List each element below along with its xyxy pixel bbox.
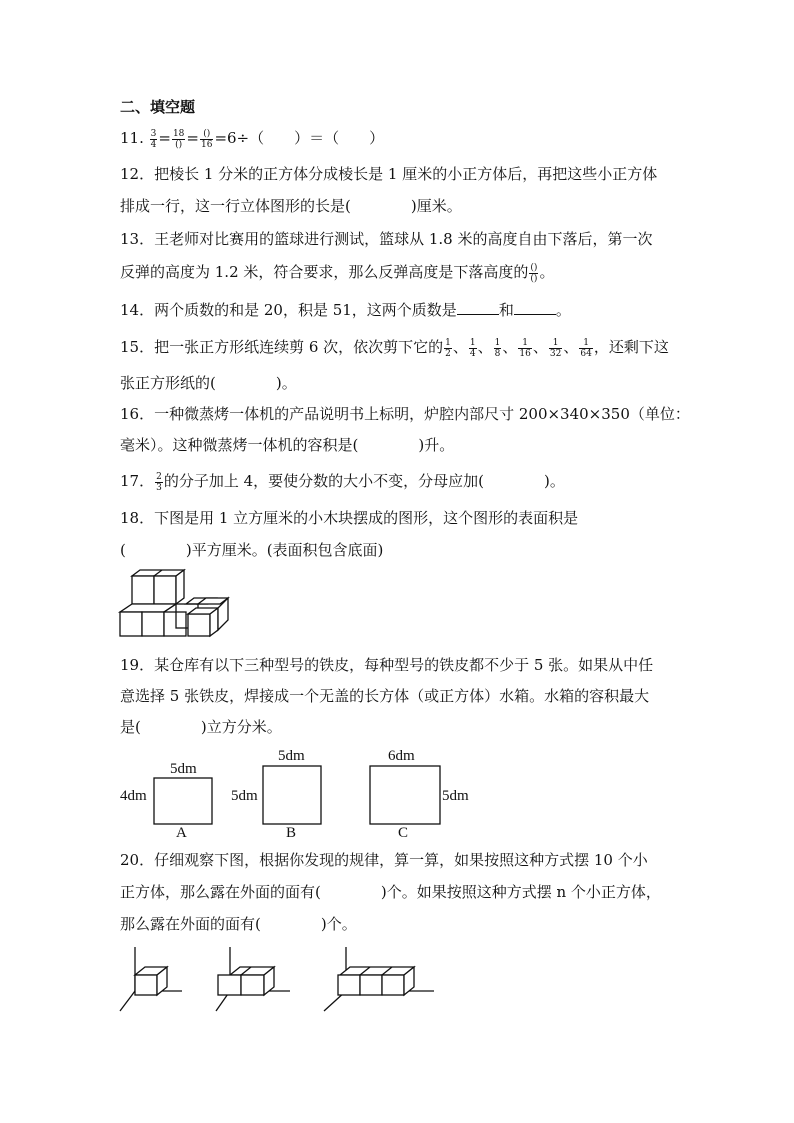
fraction: $\frac{18}{()}$ (172, 128, 185, 150)
q18-line1: 18．下图是用 1 立方厘米的小木块摆成的图形，这个图形的表面积是 (120, 509, 579, 527)
q14-end: 。 (555, 301, 571, 319)
fraction: $\frac{1}{4}$ (469, 337, 476, 359)
pattern-1-cube (120, 947, 182, 1011)
fraction: $\frac{3}{4}$ (150, 128, 157, 150)
separator: 、 (532, 338, 548, 356)
answer-blank[interactable] (457, 300, 499, 315)
q15-fraction-list (443, 337, 594, 359)
q12-line2: 排成一行，这一行立体图形的长是( )厘米。 (120, 197, 462, 215)
separator: 、 (563, 338, 579, 356)
q19-line1: 19．某仓库有以下三种型号的铁皮，每种型号的铁皮都不少于 5 张。如果从中任 (120, 656, 654, 674)
fraction: $\frac{1}{32}$ (549, 337, 562, 359)
q11-number: 11. (120, 129, 144, 147)
q14-mid: 和 (498, 301, 514, 319)
q19-sheets-figure (118, 746, 488, 841)
q13-text: 反弹的高度为 1.2 米，符合要求，那么反弹高度是下落高度的 (120, 263, 529, 281)
q11-rest: =6÷（ ）＝（ ） (214, 129, 385, 147)
q14-text: 14．两个质数的和是 20，积是 51，这两个质数是 (120, 301, 457, 319)
sheet-c-side-label: 5dm (442, 788, 469, 804)
section-title: 二、填空题 (120, 98, 196, 116)
cube-stack (120, 570, 228, 636)
question-14 (120, 300, 571, 320)
q17-number: 17． (120, 472, 155, 490)
sheet-b-side-label: 5dm (231, 788, 258, 804)
fraction: $\frac{2}{3}$ (156, 471, 162, 493)
q15-line1 (120, 337, 669, 359)
sheet-a (120, 761, 212, 841)
q16-line2: 毫米）。这种微蒸烤一体机的容积是( )升。 (120, 436, 455, 454)
fraction: $\frac{1}{2}$ (445, 337, 451, 359)
pattern-3-cubes (324, 947, 434, 1011)
q18-line2: ( )平方厘米。(表面积包含底面) (120, 541, 384, 559)
fraction: $\frac{()}{()}$ (530, 262, 538, 284)
sheet-a-side-label: 4dm (120, 788, 147, 804)
q19-line2: 意选择 5 张铁皮，焊接成一个无盖的长方体（或正方体）水箱。水箱的容积最大 (120, 687, 650, 705)
q13-line1: 13．王老师对比赛用的篮球进行测试，篮球从 1.8 米的高度自由下落后，第一次 (120, 230, 653, 248)
fraction: $\frac{1}{16}$ (519, 337, 531, 359)
q20-line3: 那么露在外面的面有( )个。 (120, 915, 357, 933)
q20-line1: 20．仔细观察下图，根据你发现的规律，算一算，如果按照这种方式摆 10 个小 (120, 851, 648, 869)
q12-line1: 12．把棱长 1 分米的正方体分成棱长是 1 厘米的小正方体后，再把这些小正方体 (120, 165, 658, 183)
fraction: $\frac{1}{64}$ (580, 337, 592, 359)
q15-after: ，还剩下这 (593, 338, 669, 356)
q19-line3: 是( )立方分米。 (120, 718, 282, 736)
equals-sign: = (158, 129, 171, 147)
q20-pattern-figure (118, 945, 448, 1015)
q13-end: 。 (539, 263, 555, 281)
fraction: $\frac{1}{8}$ (494, 337, 501, 359)
sheet-b (231, 748, 321, 841)
sheet-c-top-label: 6dm (388, 748, 415, 764)
fraction: $\frac{()}{16}$ (200, 128, 213, 150)
q15-text: 15．把一张正方形纸连续剪 6 次，依次剪下它的 (120, 338, 444, 356)
q18-cube-figure (118, 570, 238, 642)
q15-line2: 张正方形纸的( )。 (120, 374, 297, 392)
q17-text: 的分子加上 4，要使分数的大小不变，分母应加( )。 (163, 472, 565, 490)
answer-blank[interactable] (514, 300, 556, 315)
sheet-a-top-label: 5dm (170, 761, 197, 777)
sheet-b-top-label: 5dm (278, 748, 305, 764)
separator: 、 (452, 338, 468, 356)
question-11 (120, 128, 384, 150)
q20-line2: 正方体，那么露在外面的面有( )个。如果按照这种方式摆 n 个小正方体， (120, 883, 661, 901)
sheet-a-name: A (176, 825, 187, 841)
question-17 (120, 471, 565, 493)
sheet-b-name: B (286, 825, 297, 841)
separator: 、 (502, 338, 518, 356)
equals-sign: = (186, 129, 199, 147)
pattern-2-cubes (216, 947, 290, 1011)
sheet-c-name: C (398, 825, 409, 841)
q13-line2 (120, 262, 554, 284)
separator: 、 (477, 338, 493, 356)
sheet-c (370, 748, 469, 841)
q16-line1: 16．一种微蒸烤一体机的产品说明书上标明，炉腔内部尺寸 200×340×350（单位： (120, 405, 690, 423)
